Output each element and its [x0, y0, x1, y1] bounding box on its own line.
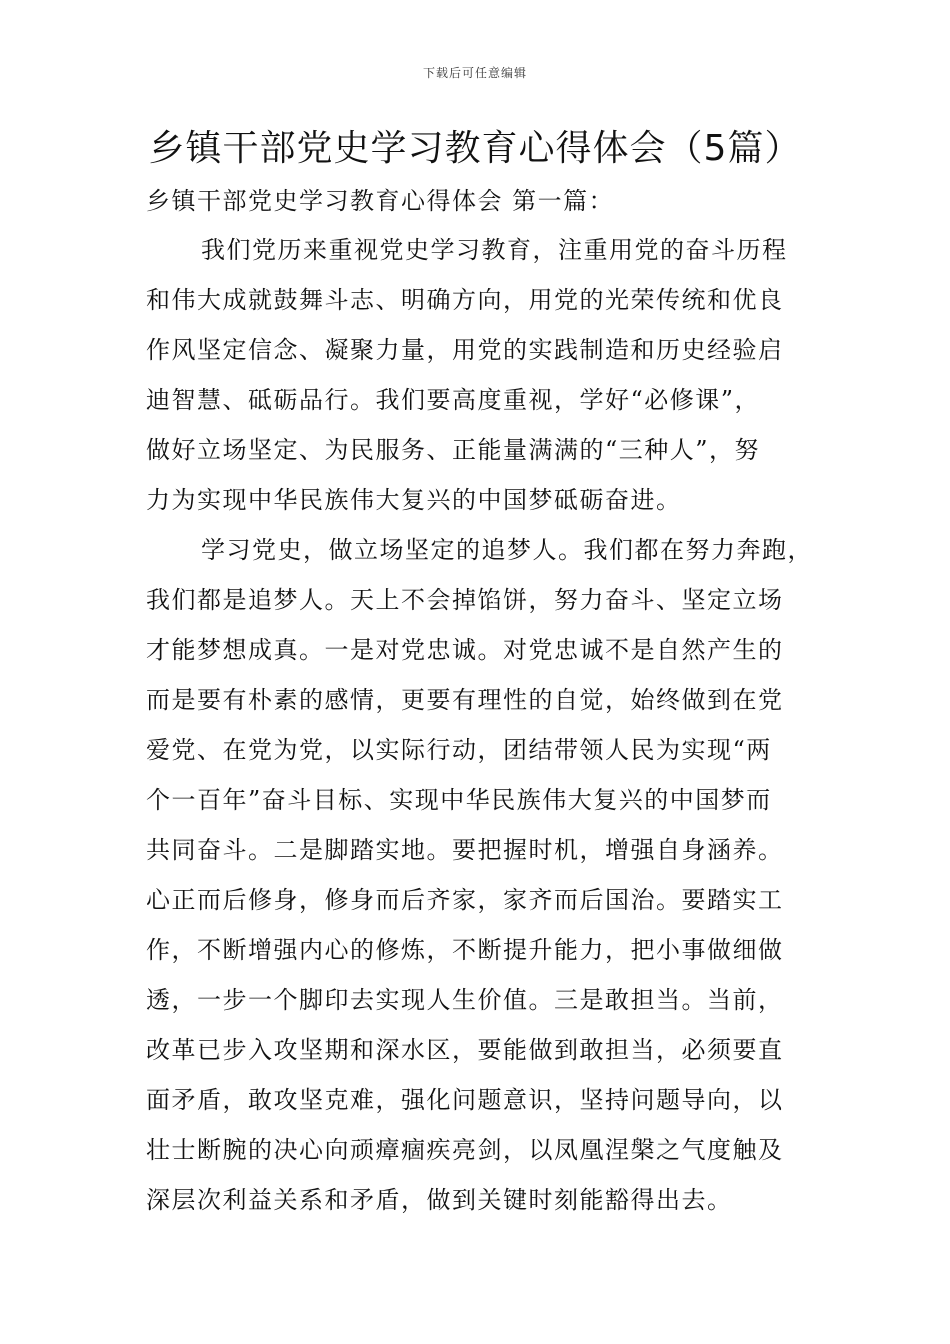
paragraph-line: 和伟大成就鼓舞斗志、明确方向，用党的光荣传统和优良	[146, 286, 784, 314]
paragraph-line: 做好立场坚定、为民服务、正能量满满的“三种人”，努	[146, 436, 761, 464]
paragraph-1	[146, 225, 826, 525]
paragraph-line: 我们都是追梦人。天上不会掉馅饼，努力奋斗、坚定立场	[146, 586, 784, 614]
paragraph-line: 透，一步一个脚印去实现人生价值。三是敢担当。当前，	[146, 986, 784, 1014]
paragraph-line: 我们党历来重视党史学习教育，注重用党的奋斗历程	[201, 236, 788, 264]
paragraph-line: 迪智慧、砥砺品行。我们要高度重视，学好“必修课”，	[146, 386, 761, 414]
paragraph-line: 共同奋斗。二是脚踏实地。要把握时机，增强自身涵养。	[146, 836, 784, 864]
header-note: 下载后可任意编辑	[422, 66, 527, 80]
paragraph-line: 而是要有朴素的感情，更要有理性的自觉，始终做到在党	[146, 686, 784, 714]
paragraph-line: 才能梦想成真。一是对党忠诚。对党忠诚不是自然产生的	[146, 636, 784, 664]
paragraph-line: 壮士断腕的决心向顽瘴痼疾亮剑，以凤凰涅槃之气度触及	[146, 1136, 784, 1164]
paragraph-line: 个一百年”奋斗目标、实现中华民族伟大复兴的中国梦而	[146, 786, 772, 814]
paragraph-2	[146, 525, 826, 1225]
paragraph-line: 学习党史，做立场坚定的追梦人。我们都在努力奔跑，	[201, 536, 813, 564]
paragraph-line: 心正而后修身，修身而后齐家，家齐而后国治。要踏实工	[146, 886, 784, 914]
document-title: 乡镇干部党史学习教育心得体会（5篇）	[148, 128, 802, 169]
section-subtitle: 乡镇干部党史学习教育心得体会 第一篇：	[146, 187, 615, 215]
paragraph-line: 面矛盾，敢攻坚克难，强化问题意识，坚持问题导向，以	[146, 1086, 784, 1114]
paragraph-line: 作风坚定信念、凝聚力量，用党的实践制造和历史经验启	[146, 336, 784, 364]
paragraph-line: 力为实现中华民族伟大复兴的中国梦砥砺奋进。	[146, 486, 682, 514]
paragraph-line: 改革已步入攻坚期和深水区，要能做到敢担当，必须要直	[146, 1036, 784, 1064]
paragraph-line: 作，不断增强内心的修炼，不断提升能力，把小事做细做	[146, 936, 784, 964]
paragraph-line: 爱党、在党为党，以实际行动，团结带领人民为实现“两	[146, 736, 772, 764]
paragraph-line: 深层次利益关系和矛盾，做到关键时刻能豁得出去。	[146, 1186, 733, 1214]
